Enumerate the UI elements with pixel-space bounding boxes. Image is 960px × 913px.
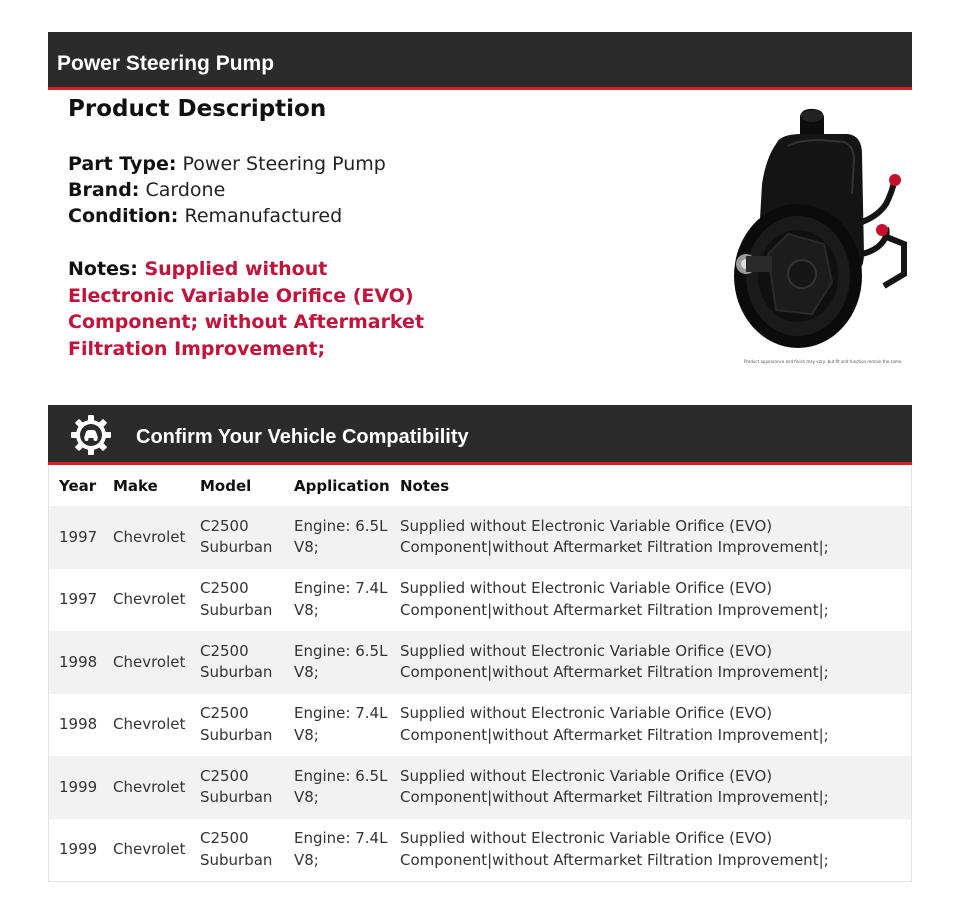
part-type-value: Power Steering Pump bbox=[182, 153, 386, 175]
compatibility-table bbox=[48, 465, 912, 882]
cell-make: Chevrolet bbox=[113, 527, 186, 546]
col-make-header: Make bbox=[113, 476, 158, 495]
table-row bbox=[49, 569, 912, 632]
table-row bbox=[49, 506, 912, 569]
image-caption: Product appearance and finish may vary, but fit and function remain the same. bbox=[744, 359, 903, 364]
cell-application: Engine: 6.5L V8; bbox=[294, 766, 388, 807]
compatibility-banner bbox=[48, 405, 912, 465]
cell-model: C2500 Suburban bbox=[200, 641, 273, 682]
product-notes bbox=[68, 256, 428, 362]
notes-label: Notes: bbox=[68, 258, 138, 280]
cell-application: Engine: 7.4L V8; bbox=[294, 579, 388, 619]
col-model-header: Model bbox=[200, 476, 252, 495]
cell-make: Chevrolet bbox=[113, 839, 186, 858]
cell-model: C2500 Suburban bbox=[200, 579, 273, 619]
brand-row bbox=[68, 177, 225, 203]
cell-notes: Supplied without Electronic Variable Orifice (EVO) Component|without Aftermarket Filtration Improvement|; bbox=[400, 641, 829, 682]
table-header-row bbox=[49, 465, 912, 506]
product-title: Power Steering Pump bbox=[57, 52, 275, 75]
product-title-banner bbox=[48, 32, 912, 90]
gear-car-icon bbox=[70, 414, 112, 456]
description-heading: Product Description bbox=[68, 96, 327, 122]
condition-value: Remanufactured bbox=[184, 205, 343, 227]
cell-notes: Supplied without Electronic Variable Orifice (EVO) Component|without Aftermarket Filtration Improvement|; bbox=[400, 579, 829, 619]
cell-application: Engine: 7.4L V8; bbox=[294, 704, 388, 744]
cell-make: Chevrolet bbox=[113, 652, 186, 671]
cell-year: 1999 bbox=[59, 777, 98, 796]
col-notes-header: Notes bbox=[400, 476, 450, 495]
cell-year: 1997 bbox=[59, 590, 98, 608]
condition-row bbox=[68, 203, 342, 229]
compatibility-title: Confirm Your Vehicle Compatibility bbox=[136, 426, 469, 448]
notes-value: Supplied without Electronic Variable Orifice (EVO) Component; without Aftermarket Filtration Improvement; bbox=[68, 258, 425, 360]
cell-year: 1998 bbox=[59, 652, 98, 671]
cell-make: Chevrolet bbox=[113, 590, 186, 608]
condition-label: Condition: bbox=[68, 205, 179, 227]
col-year-header: Year bbox=[59, 476, 97, 495]
cell-notes: Supplied without Electronic Variable Orifice (EVO) Component|without Aftermarket Filtration Improvement|; bbox=[400, 766, 829, 807]
brand-value: Cardone bbox=[145, 179, 226, 201]
cell-model: C2500 Suburban bbox=[200, 516, 273, 557]
product-image bbox=[728, 104, 908, 374]
cell-year: 1998 bbox=[59, 715, 98, 733]
cell-year: 1997 bbox=[59, 527, 98, 546]
table-row bbox=[49, 756, 912, 819]
cell-notes: Supplied without Electronic Variable Orifice (EVO) Component|without Aftermarket Filtration Improvement|; bbox=[400, 829, 829, 869]
part-type-row bbox=[68, 151, 386, 177]
brand-label: Brand: bbox=[68, 179, 140, 201]
cell-notes: Supplied without Electronic Variable Orifice (EVO) Component|without Aftermarket Filtration Improvement|; bbox=[400, 516, 829, 557]
col-application-header: Application bbox=[294, 476, 390, 495]
table-row bbox=[49, 631, 912, 694]
table-row bbox=[49, 694, 912, 757]
cell-application: Engine: 6.5L V8; bbox=[294, 516, 388, 557]
cell-application: Engine: 6.5L V8; bbox=[294, 641, 388, 682]
cell-model: C2500 Suburban bbox=[200, 766, 273, 807]
cell-notes: Supplied without Electronic Variable Orifice (EVO) Component|without Aftermarket Filtration Improvement|; bbox=[400, 704, 829, 744]
cell-model: C2500 Suburban bbox=[200, 704, 273, 744]
cell-model: C2500 Suburban bbox=[200, 829, 273, 869]
cell-year: 1999 bbox=[59, 839, 98, 858]
part-type-label: Part Type: bbox=[68, 153, 177, 175]
cell-application: Engine: 7.4L V8; bbox=[294, 829, 388, 869]
cell-make: Chevrolet bbox=[113, 777, 186, 796]
table-row bbox=[49, 819, 912, 882]
cell-make: Chevrolet bbox=[113, 715, 186, 733]
